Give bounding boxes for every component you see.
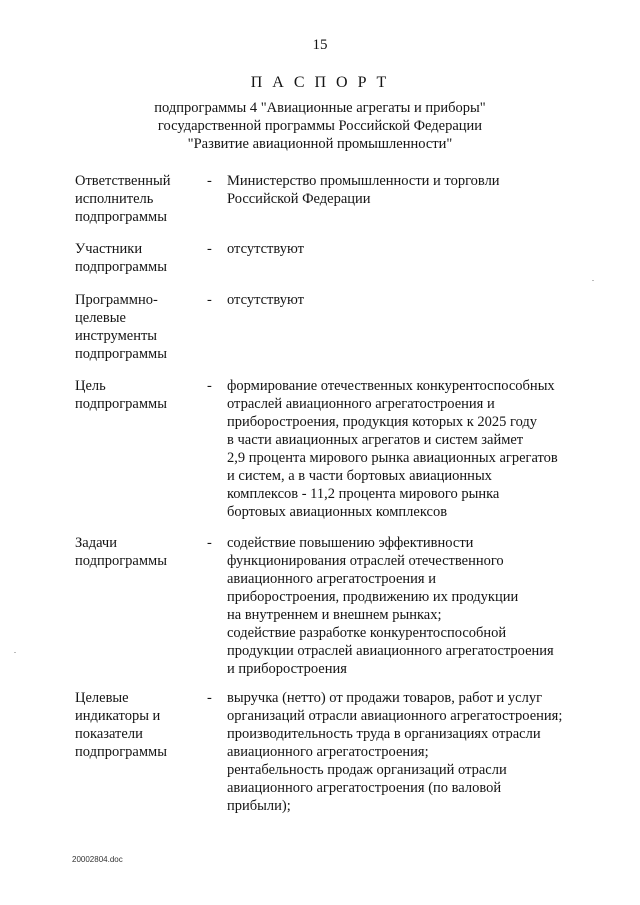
row-label-line: подпрограммы [75, 346, 167, 362]
row-value-line: в части авиационных агрегатов и систем займет [227, 432, 524, 448]
row-value-line: продукции отраслей авиационного агрегатостроения [227, 643, 554, 659]
row-label [75, 291, 200, 363]
row-dash: - [207, 292, 212, 308]
row-value-line: и систем, а в части бортовых авиационных [227, 468, 492, 484]
row-dash: - [207, 241, 212, 257]
row-value [227, 240, 587, 258]
row-value [227, 291, 587, 309]
row-label-line: подпрограммы [75, 744, 167, 760]
row-value-line: комплексов - 11,2 процента мирового рынка [227, 486, 500, 502]
row-label-line: Цель [75, 378, 106, 394]
scan-speck [592, 280, 594, 281]
row-label [75, 377, 200, 413]
row-label-line: подпрограммы [75, 396, 167, 412]
row-value-line: приборостроения, продвижению их продукции [227, 589, 519, 605]
subtitle-line: "Развитие авиационной промышленности" [187, 136, 453, 152]
row-value-line: Российской Федерации [227, 191, 371, 207]
row-label-line: целевые [75, 310, 126, 326]
row-value-line: авиационного агрегатостроения и [227, 571, 436, 587]
subtitle-line: подпрограммы 4 "Авиационные агрегаты и приборы" [154, 100, 486, 116]
row-value-line: рентабельность продаж организаций отрасли [227, 762, 507, 778]
row-dash: - [207, 690, 212, 706]
row-dash: - [207, 378, 212, 394]
subtitle [0, 99, 640, 153]
page-number: 15 [312, 37, 328, 53]
row-label-line: исполнитель [75, 191, 154, 207]
row-value-line: организаций отрасли авиационного агрегатостроения; [227, 708, 563, 724]
row-value-line: выручка (нетто) от продажи товаров, работ и услуг [227, 690, 543, 706]
row-label [75, 172, 200, 226]
row-label-line: индикаторы и [75, 708, 161, 724]
footer-filename: 20002804.doc [72, 855, 123, 864]
row-value [227, 689, 587, 815]
row-value-line: отсутствуют [227, 241, 304, 257]
row-dash: - [207, 173, 212, 189]
row-label-line: показатели [75, 726, 143, 742]
row-value-line: бортовых авиационных комплексов [227, 504, 448, 520]
row-value-line: прибыли); [227, 798, 291, 814]
row-label-line: Целевые [75, 690, 129, 706]
subtitle-line: государственной программы Российской Федерации [157, 118, 483, 134]
row-label-line: подпрограммы [75, 553, 167, 569]
row-value-line: авиационного агрегатостроения; [227, 744, 429, 760]
row-value-line: Министерство промышленности и торговли [227, 173, 500, 189]
row-label-line: подпрограммы [75, 209, 167, 225]
row-label-line: инструменты [75, 328, 158, 344]
row-value-line: 2,9 процента мирового рынка авиационных агрегатов [227, 450, 558, 466]
row-value-line: авиационного агрегатостроения (по валовой [227, 780, 502, 796]
document-title: П А С П О Р Т [250, 74, 390, 91]
scan-speck [14, 652, 16, 653]
row-label-line: Задачи [75, 535, 117, 551]
row-value-line: приборостроения, продукция которых к 2025 году [227, 414, 538, 430]
row-value-line: содействие повышению эффективности [227, 535, 474, 551]
row-value-line: и приборостроения [227, 661, 347, 677]
row-label-line: Ответственный [75, 173, 171, 189]
row-value-line: содействие разработке конкурентоспособной [227, 625, 507, 641]
row-value [227, 534, 587, 678]
row-label [75, 240, 200, 276]
row-dash: - [207, 535, 212, 551]
row-value-line: функционирования отраслей отечественного [227, 553, 504, 569]
row-label-line: Участники [75, 241, 143, 257]
row-label [75, 534, 200, 570]
row-value-line: производительность труда в организациях отрасли [227, 726, 541, 742]
row-value-line: отраслей авиационного агрегатостроения и [227, 396, 495, 412]
row-value-line: на внутреннем и внешнем рынках; [227, 607, 442, 623]
row-value-line: отсутствуют [227, 292, 304, 308]
row-value [227, 172, 587, 208]
row-value-line: формирование отечественных конкурентоспособных [227, 378, 555, 394]
row-value [227, 377, 587, 521]
row-label-line: Программно- [75, 292, 158, 308]
row-label [75, 689, 200, 761]
row-label-line: подпрограммы [75, 259, 167, 275]
